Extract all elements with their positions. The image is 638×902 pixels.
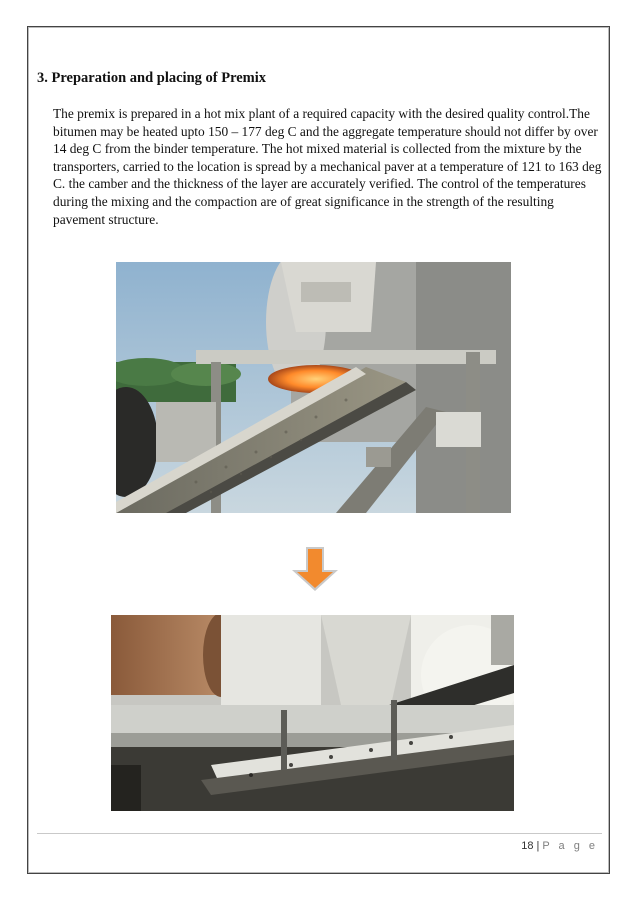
footer-rule	[37, 833, 602, 834]
premix-laying-photo	[111, 615, 514, 811]
page-number: 18	[521, 840, 534, 852]
page-label: P a g e	[542, 840, 598, 852]
footer-separator: |	[536, 840, 540, 852]
hot-mix-plant-photo	[116, 262, 511, 513]
body-paragraph: The premix is prepared in a hot mix plant of a required capacity with the desired quality control.The bitumen may be heated upto 150 – 177 deg C and the aggregate temperature should not differ by over 14 deg C from the binder temperature. The hot mixed material is collected from the mixture by the transporters, carried to the location is spread by a mechanical paver at a temperature of 121 to 163 deg C. the camber and the thickness of the layer are accurately verified. The control of the temperatures during the mixing and the compaction are of great significance in the strength of the resulting pavement structure.	[53, 106, 602, 227]
section-heading: 3. Preparation and placing of Premix	[37, 70, 267, 86]
down-arrow-icon	[290, 546, 340, 592]
page-footer	[521, 840, 598, 852]
